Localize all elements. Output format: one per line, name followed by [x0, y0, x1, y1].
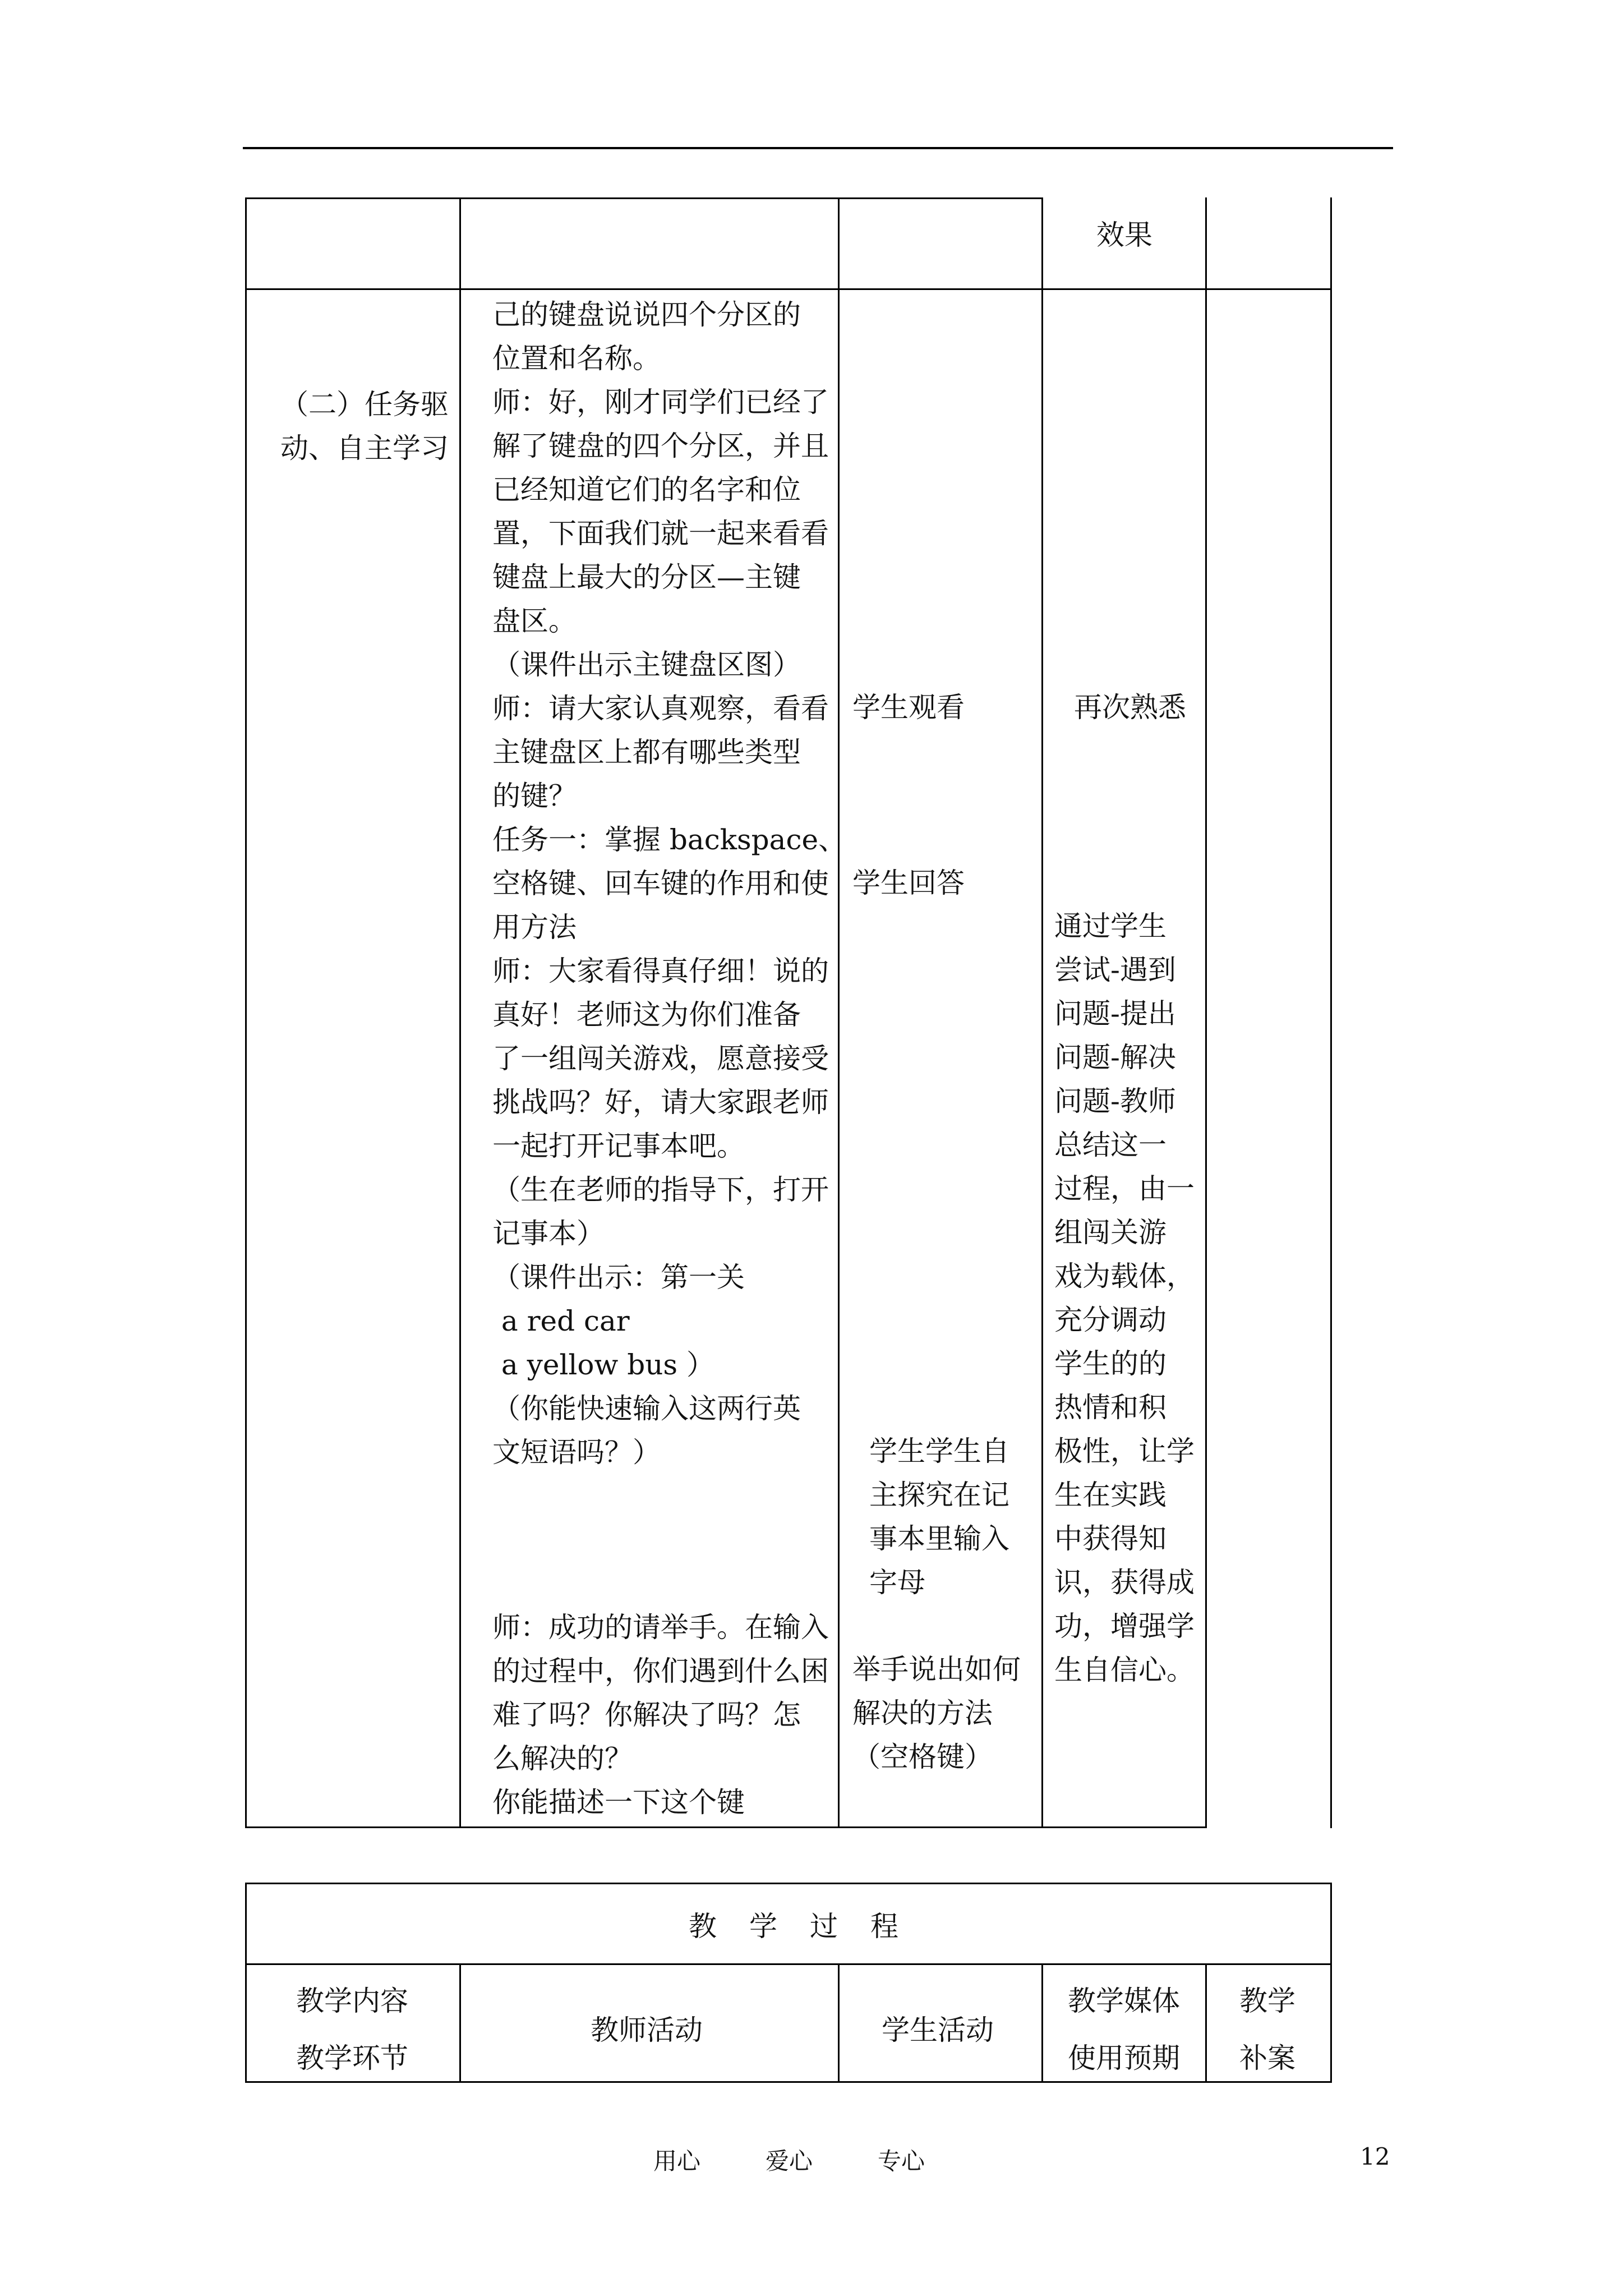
- teacher-activity-line: [492, 1518, 846, 1562]
- section-title-line-1: （二）任务驱: [280, 388, 449, 421]
- header-effect-label: 效果: [1096, 219, 1152, 251]
- teacher-activity-line: 一起打开记事本吧。: [492, 1130, 745, 1162]
- teacher-activity-line: 师：请大家认真观察，看看: [492, 692, 829, 725]
- media-effect-line: 过程，由一: [1054, 1172, 1195, 1205]
- teacher-activity-line: 文短语吗？）: [492, 1436, 661, 1469]
- section-title-line-2: 动、自主学习: [280, 432, 449, 464]
- footer-motto-1: 用心: [653, 2147, 701, 2175]
- media-effect-line: 充分调动: [1054, 1304, 1166, 1336]
- footer-motto-3: 专心: [878, 2147, 925, 2175]
- upper-table-border-top: [245, 197, 1042, 199]
- teacher-activity-line: 你能描述一下这个键: [492, 1786, 745, 1819]
- student-activity-hands-2: 解决的方法: [852, 1697, 993, 1729]
- teaching-process-title: 教 学 过 程: [689, 1910, 901, 1943]
- col-media-label-1: 教学媒体: [1068, 1985, 1180, 2017]
- teacher-activity-line: 师：大家看得真仔细！说的: [492, 955, 829, 987]
- col-content-label: 教学内容: [296, 1985, 408, 2017]
- student-activity-answer: 学生回答: [852, 867, 965, 899]
- col-supplement-label-1: 教学: [1239, 1985, 1295, 2017]
- col-step-label: 教学环节: [296, 2042, 408, 2074]
- header-rule: [243, 147, 1393, 149]
- col-media-label-2: 使用预期: [1068, 2042, 1180, 2074]
- teacher-activity-line: 任务一：掌握 backspace、: [492, 823, 847, 856]
- teacher-activity-line: 主键盘区上都有哪些类型: [492, 736, 801, 769]
- media-effect-line: 问题-提出: [1054, 997, 1176, 1030]
- teacher-activity-line: 难了吗？你解决了吗？怎: [492, 1699, 801, 1731]
- media-effect-line: 问题-教师: [1054, 1085, 1176, 1117]
- student-activity-explore-1: 学生学生自: [869, 1435, 1009, 1467]
- teacher-activity-line: [492, 1474, 846, 1518]
- page-number: 12: [1360, 2143, 1390, 2170]
- teacher-activity-line: 的过程中，你们遇到什么困: [492, 1655, 829, 1687]
- teacher-activity-line: （你能快速输入这两行英: [492, 1392, 801, 1425]
- media-effect-line: 尝试-遇到: [1054, 954, 1176, 986]
- lower-table-border-left: [245, 1883, 247, 2083]
- teacher-activity-line: 用方法: [492, 911, 577, 944]
- media-effect-line: 识，获得成: [1054, 1566, 1195, 1599]
- upper-table-row-divider: [245, 288, 1332, 290]
- teacher-activity-line: 么解决的？: [492, 1742, 633, 1775]
- teacher-activity-line: 已经知道它们的名字和位: [492, 473, 801, 506]
- media-effect-text: [1054, 904, 1195, 1692]
- upper-table-divider: [1041, 197, 1043, 1828]
- col-supplement-label-2: 补案: [1239, 2042, 1295, 2074]
- teacher-activity-line: 置，下面我们就一起来看看: [492, 517, 829, 550]
- media-effect-line: 通过学生: [1054, 910, 1166, 942]
- teacher-activity-line: （课件出示主键盘区图）: [492, 648, 801, 681]
- media-effect-line: 组闯关游: [1054, 1216, 1166, 1249]
- col-student-label: 学生活动: [882, 2014, 994, 2046]
- lower-table-divider: [1205, 1963, 1207, 2083]
- teacher-activity-line: 了一组闯关游戏，愿意接受: [492, 1042, 829, 1075]
- upper-table-divider: [459, 197, 461, 1828]
- teacher-activity-line: a yellow bus ）: [492, 1349, 714, 1381]
- media-effect-line: 功，增强学: [1054, 1610, 1195, 1642]
- lower-table-divider: [459, 1963, 461, 2083]
- media-effect-line: 学生的的: [1054, 1347, 1166, 1380]
- student-activity-watch: 学生观看: [852, 691, 965, 724]
- lower-table-border-bottom: [245, 2081, 1332, 2083]
- footer-motto-2: 爱心: [766, 2147, 813, 2175]
- student-activity-hands-1: 举手说出如何: [852, 1653, 1021, 1686]
- teacher-activity-line: 记事本）: [492, 1217, 605, 1250]
- media-effect-line: 问题-解决: [1054, 1041, 1176, 1074]
- teacher-activity-text: [492, 293, 846, 1824]
- teacher-activity-line: （生在老师的指导下，打开: [492, 1174, 829, 1206]
- teacher-activity-line: 真好！老师这为你们准备: [492, 999, 801, 1031]
- media-effect-line: 中获得知: [1054, 1522, 1166, 1555]
- media-familiarize: 再次熟悉: [1074, 691, 1186, 724]
- teacher-activity-line: 位置和名称。: [492, 342, 661, 375]
- media-effect-line: 热情和积: [1054, 1391, 1166, 1424]
- upper-table-divider: [1205, 197, 1207, 1828]
- upper-table-border-bottom: [245, 1826, 1207, 1828]
- teacher-activity-line: 的键？: [492, 780, 577, 812]
- teacher-activity-line: 盘区。: [492, 605, 577, 637]
- media-effect-line: 戏为载体，: [1054, 1260, 1195, 1292]
- lower-table-border-right: [1330, 1883, 1332, 2083]
- col-teacher-label: 教师活动: [591, 2014, 703, 2046]
- lower-table-divider: [1041, 1963, 1043, 2083]
- lower-table-row-divider: [245, 1963, 1332, 1965]
- lower-table-divider: [838, 1963, 840, 2083]
- teacher-activity-line: [492, 1562, 846, 1605]
- upper-table-border-left: [245, 197, 247, 1828]
- media-effect-line: 生在实践: [1054, 1479, 1166, 1511]
- media-effect-line: 生自信心。: [1054, 1654, 1195, 1686]
- teacher-activity-line: 己的键盘说说四个分区的: [492, 298, 801, 331]
- student-activity-explore-2: 主探究在记: [869, 1479, 1009, 1511]
- student-activity-hands-3: （空格键）: [852, 1741, 993, 1773]
- teacher-activity-line: （课件出示：第一关: [492, 1261, 745, 1294]
- media-effect-line: 极性，让学: [1054, 1435, 1195, 1467]
- student-activity-explore-4: 字母: [869, 1566, 925, 1599]
- teacher-activity-line: a red car: [492, 1305, 630, 1337]
- teacher-activity-line: 解了键盘的四个分区，并且: [492, 430, 829, 462]
- teacher-activity-line: 师：好，刚才同学们已经了: [492, 386, 829, 418]
- media-effect-line: 总结这一: [1054, 1129, 1166, 1161]
- upper-table-border-right: [1330, 197, 1332, 1828]
- teacher-activity-line: 键盘上最大的分区—主键: [492, 561, 801, 593]
- lower-table-border-top: [245, 1883, 1332, 1884]
- teacher-activity-line: 挑战吗？好，请大家跟老师: [492, 1086, 829, 1119]
- student-activity-explore-3: 事本里输入: [869, 1522, 1009, 1555]
- teacher-activity-line: 空格键、回车键的作用和使: [492, 867, 829, 900]
- teacher-activity-line: 师：成功的请举手。在输入: [492, 1611, 829, 1644]
